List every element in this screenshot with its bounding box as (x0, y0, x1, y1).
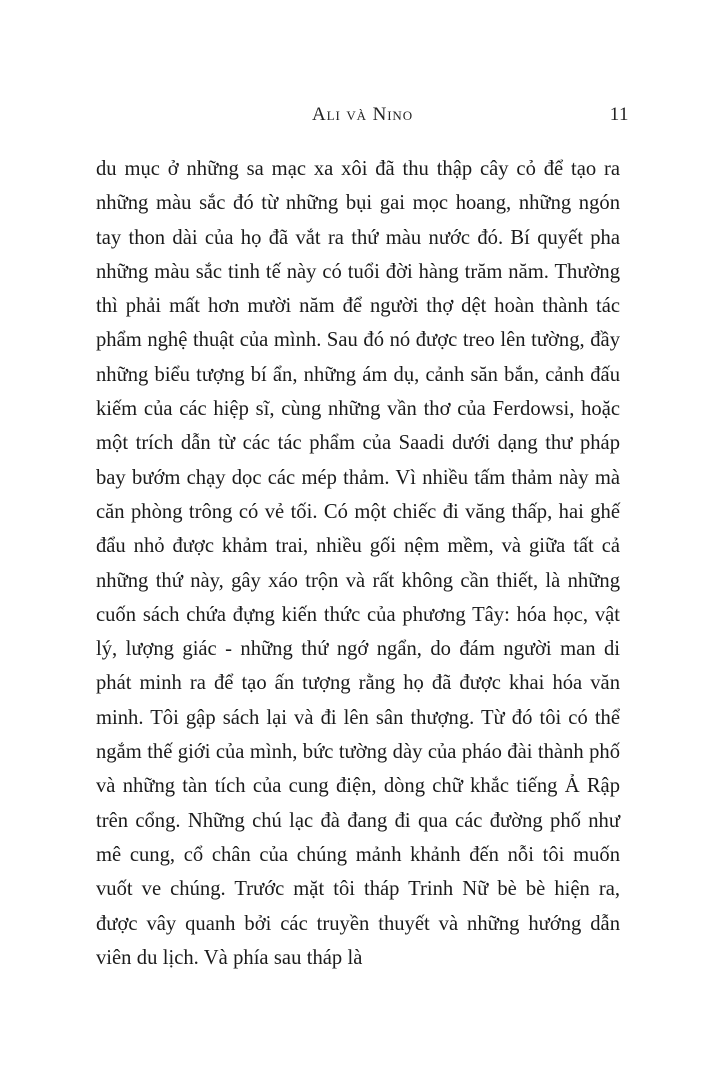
page-number: 11 (609, 104, 629, 125)
body-paragraph: du mục ở những sa mạc xa xôi đã thu thập cây cỏ để tạo ra những màu sắc đó từ những bụi gai mọc hoang, những ngón tay thon dài của họ đã vắt ra thứ màu nước đó. Bí quyết pha những màu sắc tinh tế này có tuổi đời hàng trăm năm. Thường thì phải mất hơn mười năm để người thợ dệt hoàn thành tác phẩm nghệ thuật của mình. Sau đó nó được treo lên tường, đầy những biểu tượng bí ẩn, những ám dụ, cảnh săn bắn, cảnh đấu kiếm của các hiệp sĩ, cùng những vần thơ của Ferdowsi, hoặc một trích dẫn từ các tác phẩm của Saadi dưới dạng thư pháp bay bướm chạy dọc các mép thảm. Vì nhiều tấm thảm này mà căn phòng trông có vẻ tối. Có một chiếc đi văng thấp, hai ghế đẩu nhỏ được khảm trai, nhiều gối nệm mềm, và giữa tất cả những thứ này, gây xáo trộn và rất không cần thiết, là những cuốn sách chứa đựng kiến thức của phương Tây: hóa học, vật lý, lượng giác - những thứ ngớ ngẩn, do đám người man di phát minh ra để tạo ấn tượng rằng họ đã được khai hóa văn minh. Tôi gập sách lại và đi lên sân thượng. Từ đó tôi có thể ngắm thế giới của mình, bức tường dày của pháo đài thành phố và những tàn tích của cung điện, dòng chữ khắc tiếng Ả Rập trên cổng. Những chú lạc đà đang đi qua các đường phố như mê cung, cổ chân của chúng mảnh khảnh đến nỗi tôi muốn vuốt ve chúng. Trước mặt tôi tháp Trinh Nữ bè bè hiện ra, được vây quanh bởi các truyền thuyết và những hướng dẫn viên du lịch. Và phía sau tháp là (96, 158, 620, 969)
running-head (96, 104, 629, 130)
book-title: Ali và Nino (312, 104, 413, 125)
